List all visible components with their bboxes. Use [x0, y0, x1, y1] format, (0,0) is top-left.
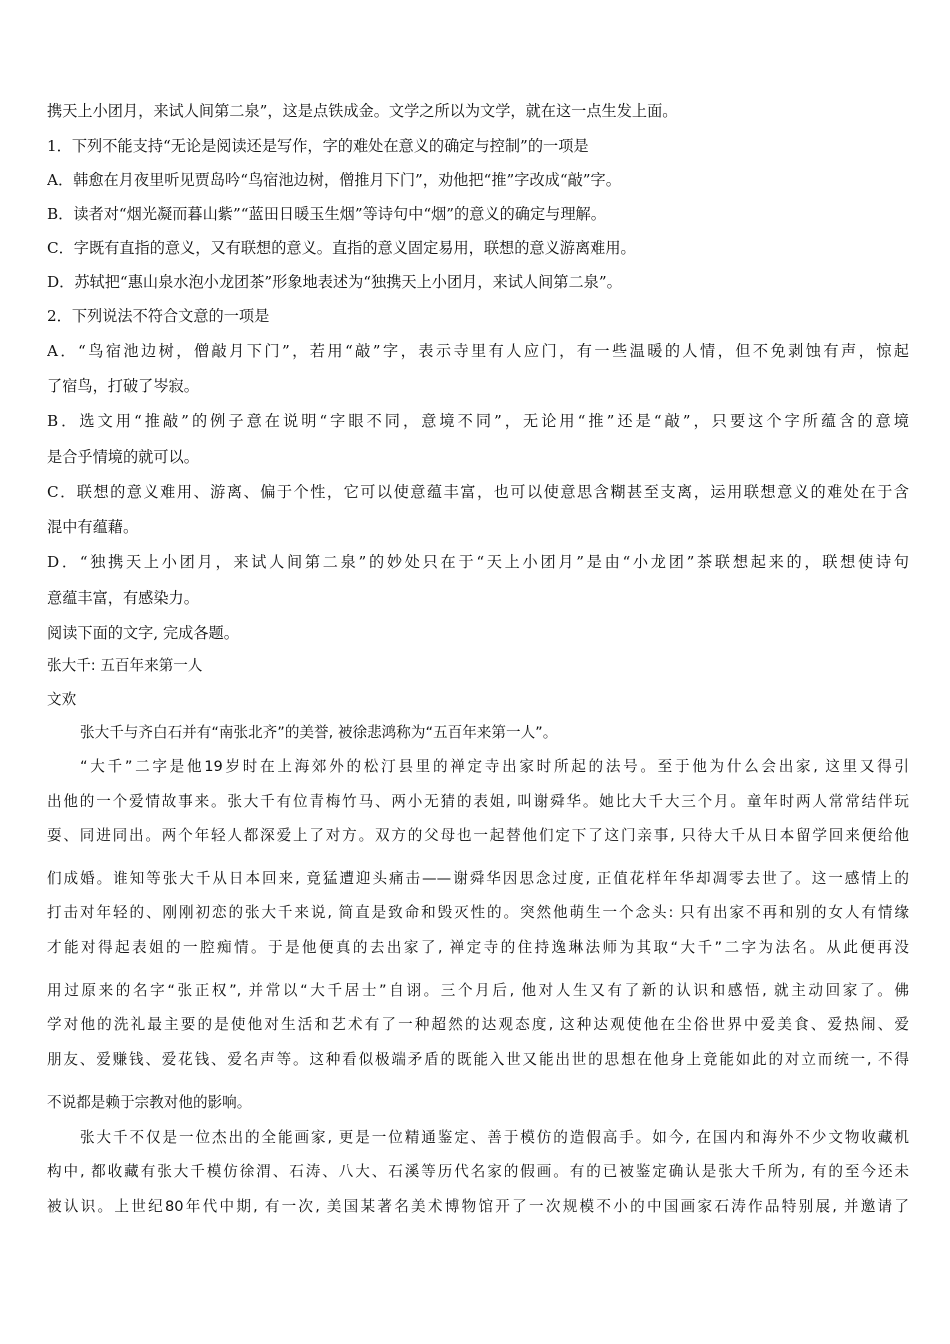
article-line: 打击对年轻的、刚刚初恋的张大千来说, 简直是致命和毁灭性的。突然他萌生一个念头: 只有出家不再和别的女人有情缘 [47, 904, 909, 921]
article-line: 张大千与齐白石并有“南张北齐”的美誉, 被徐悲鸿称为“五百年来第一人”。 [80, 724, 558, 741]
question-1-option-c: C．字既有直指的意义，又有联想的意义。直指的意义固定易用，联想的意义游离难用。 [47, 239, 636, 257]
article-line: 被认识。上世纪80年代中期, 有一次, 美国某著名美术博物馆开了一次规模不小的中国画家石涛作品特别展, 并邀请了 [47, 1198, 909, 1215]
question-2-option-b-line1: B．选文用“推敲”的例子意在说明“字眼不同，意境不同”，无论用“推”还是“敲”，只要这个字所蕴含的意境 [47, 412, 909, 430]
question-2-option-a-line1: A．“鸟宿池边树，僧敲月下门”，若用“敲”字，表示寺里有人应门，有一些温暖的人情，但不免剥蚀有声，惊起 [47, 342, 909, 360]
question-2-option-c-line2: 混中有蕴藉。 [47, 518, 139, 536]
passage-tail-line: 携天上小团月，来试人间第二泉”，这是点铁成金。文学之所以为文学，就在这一点生发上面。 [47, 102, 678, 120]
article-line: 们成婚。谁知等张大千从日本回来, 竟猛遭迎头痛击——谢舜华因思念过度, 正值花样年华却凋零去世了。这一感情上的 [47, 870, 909, 887]
article-line: 不说都是赖于宗教对他的影响。 [47, 1094, 252, 1111]
article-line: 朋友、爱赚钱、爱花钱、爱名声等。这种看似极端矛盾的既能入世又能出世的思想在他身上竟能如此的对立而统一, 不得 [47, 1051, 909, 1068]
question-2-option-d-line1: D．“独携天上小团月，来试人间第二泉”的妙处只在于“天上小团月”是由“小龙团”茶联想起来的，联想使诗句 [47, 553, 909, 571]
article-author: 文欢 [47, 691, 77, 708]
question-2-option-d-line2: 意蕴丰富，有感染力。 [47, 589, 199, 607]
reading-instruction: 阅读下面的文字, 完成各题。 [47, 624, 239, 642]
article-line: 耍、同进同出。两个年轻人都深爱上了对方。双方的父母也一起替他们定下了这门亲事, 只待大千从日本留学回来便给他 [47, 827, 909, 844]
question-2-stem: 2．下列说法不符合文意的一项是 [47, 307, 270, 325]
article-line: 构中, 都收藏有张大千模仿徐渭、石涛、八大、石溪等历代名家的假画。有的已被鉴定确认是张大千所为, 有的至今还未 [47, 1163, 909, 1180]
question-2-option-a-line2: 了宿鸟，打破了岑寂。 [47, 377, 199, 395]
question-2-option-b-line2: 是合乎情境的就可以。 [47, 448, 199, 466]
article-line: 用过原来的名字“张正权”, 并常以“大千居士”自诩。三个月后, 他对人生又有了新的认识和感悟, 就主动回家了。佛 [47, 982, 909, 999]
question-2-option-c-line1: C．联想的意义难用、游离、偏于个性，它可以使意蕴丰富，也可以使意思含糊甚至支离，运用联想意义的难处在于含 [47, 483, 909, 501]
article-title: 张大千: 五百年来第一人 [47, 657, 203, 674]
question-1-stem: 1．下列不能支持“无论是阅读还是写作，字的难处在意义的确定与控制”的一项是 [47, 137, 589, 155]
article-line: 出他的一个爱情故事来。张大千有位青梅竹马、两小无猜的表姐, 叫谢舜华。她比大千大三个月。童年时两人常常结伴玩 [47, 793, 909, 810]
article-line: “大千”二字是他19岁时在上海郊外的松汀县里的禅定寺出家时所起的法号。至于他为什么会出家, 这里又得引 [80, 758, 909, 775]
article-line: 张大千不仅是一位杰出的全能画家, 更是一位精通鉴定、善于模仿的造假高手。如今, 在国内和海外不少文物收藏机 [80, 1129, 909, 1146]
question-1-option-b: B．读者对“烟光凝而暮山紫”“蓝田日暖玉生烟”等诗句中“烟”的意义的确定与理解。 [47, 205, 606, 223]
article-line: 学对他的洗礼最主要的是使他对生活和艺术有了一种超然的达观态度, 这种达观使他在尘俗世界中爱美食、爱热闹、爱 [47, 1016, 909, 1033]
question-1-option-a: A．韩愈在月夜里听见贾岛吟“鸟宿池边树，僧推月下门”，劝他把“推”字改成“敲”字。 [47, 171, 621, 189]
article-line: 才能对得起表姐的一腔痴情。于是他便真的去出家了, 禅定寺的住持逸琳法师为其取“大千”二字为法名。从此便再没 [47, 939, 909, 956]
question-1-option-d: D．苏轼把“惠山泉水泡小龙团茶”形象地表述为“独携天上小团月，来试人间第二泉”。 [47, 273, 622, 291]
